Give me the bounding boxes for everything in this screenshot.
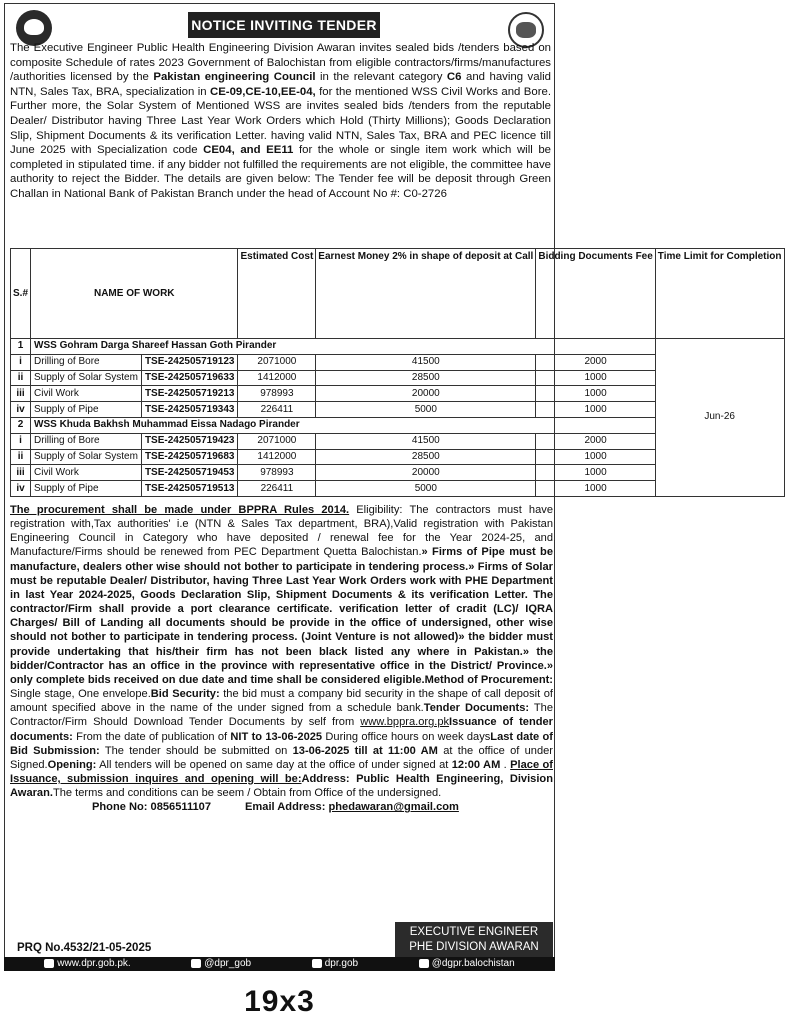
- terms-text: The Contractor/Firm Should Download Tender Documents by self from: [10, 702, 554, 729]
- phone-number: Phone No: 0856511107: [92, 801, 212, 814]
- row-fee: 1000: [536, 465, 655, 481]
- intro-bold: Pakistan engineering Council: [153, 71, 316, 84]
- intro-text: The Executive Engineer Public Health Engineering Division Awaran invites sealed bids /tenders based on composite Schedule of rates 2023 Government of Balochistan from eligible contractors/firms/manufactures /authorities licensed by the: [10, 42, 551, 84]
- email-label: Email Address:: [245, 801, 329, 814]
- row-tse: TSE-242505719343: [141, 402, 238, 418]
- procurement-rule: The procurement shall be made under BPPRA Rules 2014.: [10, 504, 350, 516]
- terms-text: During office hours on week days: [322, 730, 491, 743]
- row-fee: 2000: [536, 433, 655, 449]
- terms-bold: Place of Issuance, submission inquires and opening will be:: [10, 758, 553, 785]
- tender-notice: [4, 3, 782, 969]
- row-fee: 1000: [536, 481, 655, 497]
- row-work: Supply of Solar System: [31, 370, 142, 386]
- terms-bold: Bid Security:: [150, 688, 220, 701]
- row-work: Drilling of Bore: [31, 354, 142, 370]
- terms-bold: NIT to 13-06-2025: [230, 730, 323, 743]
- row-tse: TSE-242505719453: [141, 465, 238, 481]
- row-sn: iv: [11, 481, 31, 497]
- terms-text: From the date of publication of: [72, 730, 231, 743]
- signature-title: EXECUTIVE ENGINEER: [409, 926, 539, 938]
- header-sno: S.#: [11, 249, 31, 339]
- footer-web-text: www.dpr.gob.pk.: [57, 958, 131, 969]
- row-fee: 2000: [536, 354, 655, 370]
- row-earnest: 28500: [316, 449, 536, 465]
- row-fee: 1000: [536, 402, 655, 418]
- facebook-icon: [419, 959, 429, 968]
- intro-bold: C6: [446, 71, 462, 84]
- intro-paragraph: [10, 41, 551, 202]
- time-limit-value: Jun-26: [655, 339, 784, 497]
- globe-icon: [44, 959, 54, 968]
- intro-text: for the whole or single item work which will be completed in stipulated time. if any bidder not fulfilled the requirements are not eligible, the committee have authority to reject the Bidder. The details are given below: The Tender fee will be deposit through Green Challan in National Bank of Pakistan Branch under the head of Account No #: C0-2726: [10, 144, 551, 200]
- email-link[interactable]: phedawaran@gmail.com: [328, 801, 459, 814]
- signature-division: PHE DIVISION AWARAN: [409, 941, 539, 953]
- row-cost: 2071000: [238, 354, 316, 370]
- terms-text: The tender should be submitted on: [99, 744, 293, 757]
- terms-bold: 13-06-2025 till at 11:00 AM: [292, 744, 438, 757]
- row-tse: TSE-242505719123: [141, 354, 238, 370]
- terms-paragraph: [10, 503, 553, 814]
- contact-line: [10, 800, 553, 814]
- header-time-limit: Time Limit for Completion: [655, 249, 784, 339]
- bppra-link[interactable]: www.bppra.org.pk: [360, 716, 450, 729]
- row-fee: 1000: [536, 386, 655, 402]
- row-earnest: 5000: [316, 481, 536, 497]
- row-earnest: 41500: [316, 354, 536, 370]
- row-cost: 2071000: [238, 433, 316, 449]
- row-sn: iii: [11, 386, 31, 402]
- row-fee: 1000: [536, 449, 655, 465]
- row-sn: iii: [11, 465, 31, 481]
- footer-web[interactable]: [44, 957, 130, 971]
- row-tse: TSE-242505719633: [141, 370, 238, 386]
- row-cost: 226411: [238, 481, 316, 497]
- group-title: WSS Gohram Darga Shareef Hassan Goth Pirander: [31, 339, 656, 355]
- row-tse: TSE-242505719683: [141, 449, 238, 465]
- row-work: Supply of Pipe: [31, 402, 142, 418]
- row-work: Civil Work: [31, 386, 142, 402]
- terms-text: Single stage, One envelope.: [10, 688, 151, 701]
- row-work: Supply of Pipe: [31, 481, 142, 497]
- row-cost: 978993: [238, 465, 316, 481]
- row-work: Supply of Solar System: [31, 449, 142, 465]
- row-sn: iv: [11, 402, 31, 418]
- footer-instagram[interactable]: [312, 957, 358, 971]
- footer-facebook-text: @dgpr.balochistan: [431, 958, 515, 969]
- row-tse: TSE-242505719213: [141, 386, 238, 402]
- row-sn: ii: [11, 449, 31, 465]
- group-number: 2: [11, 417, 31, 433]
- row-work: Civil Work: [31, 465, 142, 481]
- signature-block: [395, 922, 553, 957]
- header-name-of-work: NAME OF WORK: [31, 249, 238, 339]
- row-tse: TSE-242505719423: [141, 433, 238, 449]
- row-work: Drilling of Bore: [31, 433, 142, 449]
- row-tse: TSE-242505719513: [141, 481, 238, 497]
- row-cost: 226411: [238, 402, 316, 418]
- twitter-icon: [191, 959, 201, 968]
- intro-text: and having valid NTN, Sales Tax, BRA, specialization in: [10, 71, 551, 98]
- intro-text: for the mentioned WSS Civil Works and Bore. Further more, the Solar System of Mentioned WSS are invites sealed bids /tenders from the reputable Dealer/ Distributor having Three Last Year Work Orders which Hold (Thirty Millions); Goods Declaration Slip, Shipment Documents & its verification Letter. having valid NTN, Sales Tax, BRA and PEC licence till June 2025 with Specialization code: [10, 85, 551, 157]
- table-row: [11, 339, 785, 355]
- row-cost: 978993: [238, 386, 316, 402]
- row-earnest: 41500: [316, 433, 536, 449]
- footer-facebook[interactable]: [419, 957, 515, 971]
- header-bidding-fee: Bidding Documents Fee: [536, 249, 655, 339]
- footer-twitter-text: @dpr_gob: [204, 958, 252, 969]
- row-fee: 1000: [536, 370, 655, 386]
- terms-bold: » Firms of Pipe must be manufacture, dealers other wise should not bother to participate in tendering process.» Firms of Solar must be reputable Dealer/ Distributor, having Three Last Year Work Orders work with PHE Department in last Year 2024-2025, Goods Declaration Slip, Shipment Documents & its verification Letter. The contractor/Firm shall provide a port clearance certificate. verification letter of cradit (LC)/ IQRA Charges/ Bill of Landing all documents should be provide in the office of undersigned, other wise should not bother to participate in tendering process. (Joint Venture is not allowed)» the bidder must provide undertaking that his/their firm has not been black listed any where in Pakistan.» the bidder/Contractor has an office in the province with representative office in the District/ Province.» only complete bids received on due date and time shall be considered eligible.Method of Procurement:: [10, 546, 553, 686]
- terms-bold: 12:00 AM: [451, 758, 501, 771]
- terms-text: All tenders will be opened on same day at the office of under signed at: [96, 758, 452, 771]
- row-earnest: 5000: [316, 402, 536, 418]
- row-cost: 1412000: [238, 370, 316, 386]
- row-cost: 1412000: [238, 449, 316, 465]
- social-footer: [4, 957, 555, 971]
- notice-title: NOTICE INVITING TENDER: [188, 12, 380, 38]
- intro-bold: CE-09,CE-10,EE-04,: [209, 85, 316, 98]
- row-sn: ii: [11, 370, 31, 386]
- intro-text: in the relevant category: [315, 71, 447, 84]
- footer-twitter[interactable]: [191, 957, 251, 971]
- row-earnest: 20000: [316, 386, 536, 402]
- group-number: 1: [11, 339, 31, 355]
- header-estimated-cost: Estimated Cost: [238, 249, 316, 339]
- terms-bold: Address: Public Health Engineering, Division Awaran.: [10, 772, 553, 800]
- instagram-icon: [312, 959, 322, 968]
- header-earnest-money: Earnest Money 2% in shape of deposit at Call: [316, 249, 536, 339]
- ad-size-label: 19x3: [244, 985, 315, 1018]
- terms-text: at the office of under Signed.: [10, 744, 554, 771]
- intro-bold: CE04, and EE11: [203, 144, 294, 157]
- terms-bold: Issuance of tender documents:: [10, 716, 553, 743]
- terms-text: The terms and conditions can be seem / Obtain from Office of the undersigned.: [52, 787, 442, 800]
- row-sn: i: [11, 354, 31, 370]
- terms-text: the bid must a company bid security in the shape of call deposit of amount specified above in the name of the under signed from a schedule bank.: [10, 688, 553, 715]
- terms-bold: Tender Documents:: [423, 702, 530, 715]
- terms-bold: Opening:: [47, 758, 97, 771]
- group-title: WSS Khuda Bakhsh Muhammad Eissa Nadago Pirander: [31, 417, 656, 433]
- footer-instagram-text: dpr.gob: [324, 958, 359, 969]
- prq-number: PRQ No.4532/21-05-2025: [17, 942, 152, 954]
- works-table: [10, 248, 785, 497]
- row-earnest: 20000: [316, 465, 536, 481]
- row-sn: i: [11, 433, 31, 449]
- terms-text: .: [500, 758, 507, 771]
- terms-text: Eligibility: The contractors must have registration with,Tax authorities' i.e (NTN & Sales Tax department, BRA),Valid registration with Pakistan Engineering Council in Category who have deposited / renewal fee for the Year 2024-25, and Manufacture/Firms should be renewed from PEC Department Quetta Balochistan.: [10, 504, 553, 559]
- row-earnest: 28500: [316, 370, 536, 386]
- terms-bold: Last date of Bid Submission:: [10, 730, 553, 757]
